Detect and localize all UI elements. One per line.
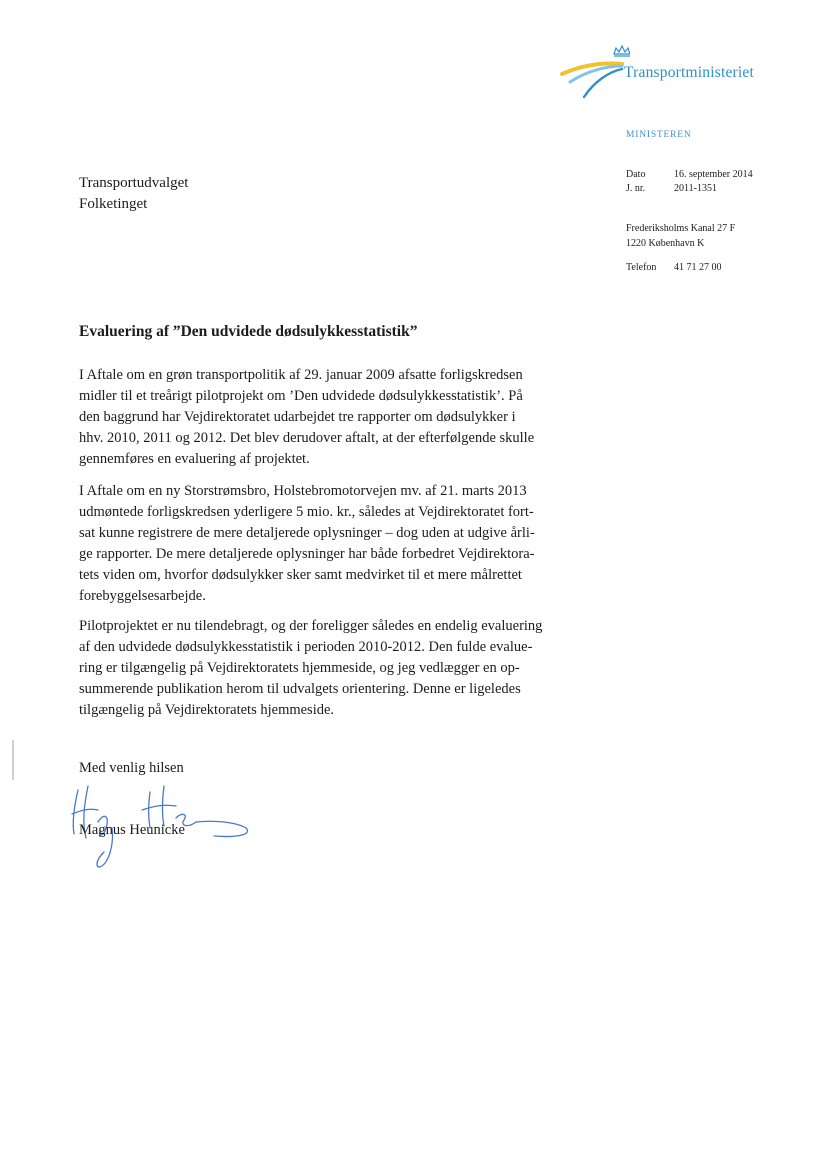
ministry-logo [560,42,790,102]
paragraph-line: sat kunne registrere de mere detaljerede oplysninger – dog uden at udgive årli- [79,525,535,541]
paragraph-line: den baggrund har Vejdirektoratet udarbejdet tre rapporter om dødsulykker i [79,409,516,425]
reference-value: 2011-1351 [674,183,717,194]
paragraph-line: af den udvidede dødsulykkesstatistik i perioden 2010-2012. Den fulde evalue- [79,639,533,655]
recipient-block [79,173,188,215]
closing-greeting: Med venlig hilsen [79,760,184,776]
recipient-line: Folketinget [79,196,148,212]
paragraph-line: summerende publikation herom til udvalgets orientering. Denne er ligeledes [79,681,521,697]
phone-row [626,262,722,273]
paragraph-line: I Aftale om en ny Storstrømsbro, Holstebromotorvejen mv. af 21. marts 2013 [79,483,527,499]
paragraph-line: ring er tilgængelig på Vejdirektoratets hjemmeside, og jeg vedlægger en op- [79,660,520,676]
reference-label: J. nr. [626,183,646,194]
crown-and-road-icon [560,42,630,102]
paragraph-line: forebyggelsesarbejde. [79,588,206,604]
body-paragraph [79,365,599,470]
paragraph-line: ge rapporter. De mere detaljerede oplysninger har både forbedret Vejdirektora- [79,546,535,562]
address-line: Frederiksholms Kanal 27 F [626,223,736,234]
paragraph-line: gennemføres en evaluering af projektet. [79,451,310,467]
paragraph-line: hhv. 2010, 2011 og 2012. Det blev derudover aftalt, at der efterfølgende skulle [79,430,535,446]
signer-name: Magnus Heunicke [79,822,185,838]
paragraph-line: midler til et treårigt pilotprojekt om ’Den udvidede dødsulykkesstatistik’. På [79,388,523,404]
office-label: MINISTEREN [626,130,692,140]
paragraph-line: I Aftale om en grøn transportpolitik af 29. januar 2009 afsatte forligskredsen [79,367,523,383]
paragraph-line: tilgængelig på Vejdirektoratets hjemmeside. [79,702,335,718]
phone-label: Telefon [626,262,657,273]
reference-row [626,183,717,194]
letter-subject: Evaluering af ”Den udvidede dødsulykkesstatistik” [79,323,418,340]
body-paragraph [79,616,599,721]
recipient-line: Transportudvalget [79,175,189,191]
ministry-name: Transportministeriet [624,64,755,81]
date-value: 16. september 2014 [674,169,753,180]
paragraph-line: Pilotprojektet er nu tilendebragt, og der foreligger således en endelig evaluering [79,618,543,634]
date-label: Dato [626,169,646,180]
address-block [626,221,735,251]
paragraph-line: tets viden om, hvorfor dødsulykker sker samt medvirket til et mere målrettet [79,567,522,583]
address-line: 1220 København K [626,238,705,249]
phone-value: 41 71 27 00 [674,262,722,273]
scan-artifact [12,740,14,780]
date-row [626,169,753,180]
paragraph-line: udmøntede forligskredsen yderligere 5 mio. kr., således at Vejdirektoratet fort- [79,504,534,520]
body-paragraph [79,481,599,607]
